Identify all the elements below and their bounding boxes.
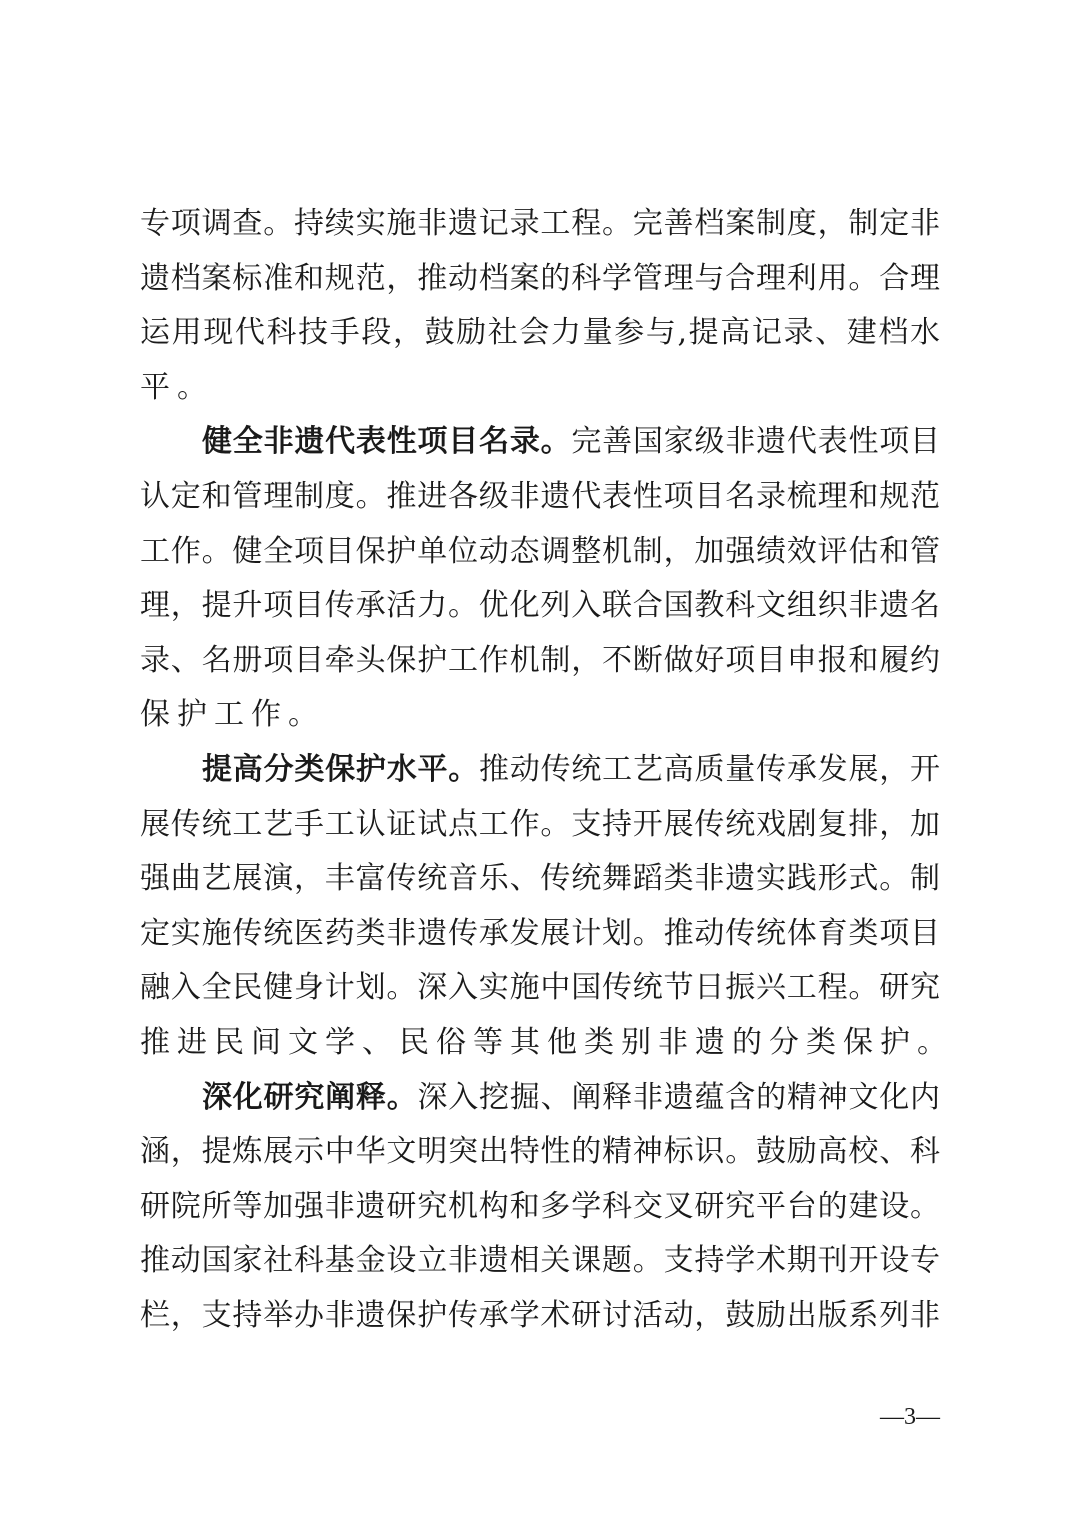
page-number: —3— [880,1404,940,1430]
line-text: 涵，提炼展示中华文明突出特性的精神标识。鼓励高校、科 [140,1134,940,1170]
text-line [140,907,940,962]
section-heading: 提高分类保护水平。 [202,751,480,787]
text-line [140,634,940,689]
line-text: 强曲艺展演，丰富传统音乐、传统舞蹈类非遗实践形式。制 [140,861,940,897]
line-text: 理，提升项目传承活力。优化列入联合国教科文组织非遗名 [140,588,940,624]
line-text: 展传统工艺手工认证试点工作。支持开展传统戏剧复排，加 [140,806,940,842]
text-line [140,852,940,907]
line-text: 认定和管理制度。推进各级非遗代表性项目名录梳理和规范 [140,478,940,514]
section-heading: 深化研究阐释。 [202,1079,418,1115]
line-text: 研院所等加强非遗研究机构和多学科交叉研究平台的建设。 [140,1188,940,1224]
document-body [140,197,954,1343]
line-text: 栏，支持举办非遗保护传承学术研讨活动，鼓励出版系列非 [140,1297,940,1333]
line-text: 推进民间文学、民俗等其他类别非遗的分类保护。 [140,1024,954,1060]
line-text: 工作。健全项目保护单位动态调整机制，加强绩效评估和管 [140,533,940,569]
text-line [140,252,940,307]
line-text: 完善国家级非遗代表性项目 [571,424,941,460]
text-line [140,525,940,580]
paragraph-start-line [140,743,940,798]
section-heading: 健全非遗代表性项目名录。 [202,424,572,460]
line-text: 推动传统工艺高质量传承发展，开 [479,751,941,787]
text-line [140,1289,940,1344]
text-line [140,470,940,525]
line-text: 平。 [140,369,214,405]
text-line [140,361,940,416]
line-text: 运用现代科技手段，鼓励社会力量参与,提高记录、建档水 [140,315,940,351]
text-line [140,1125,940,1180]
line-text: 推动国家社科基金设立非遗相关课题。支持学术期刊开设专 [140,1243,940,1279]
line-text: 专项调查。持续实施非遗记录工程。完善档案制度，制定非 [140,206,940,241]
text-line [140,1180,940,1235]
line-text: 深入挖掘、阐释非遗蕴含的精神文化内 [417,1079,941,1115]
line-text: 遗档案标准和规范，推动档案的科学管理与合理利用。合理 [140,260,940,296]
text-line [140,197,940,252]
text-line [140,1234,940,1289]
text-line [140,1016,954,1071]
line-text: 定实施传统医药类非遗传承发展计划。推动传统体育类项目 [140,915,940,951]
text-line [140,579,940,634]
text-line [140,688,940,743]
line-text: 录、名册项目牵头保护工作机制，不断做好项目申报和履约 [140,642,940,678]
paragraph-start-line [140,1071,940,1126]
text-line [140,961,940,1016]
line-text: 融入全民健身计划。深入实施中国传统节日振兴工程。研究 [140,970,940,1006]
line-text: 保护工作。 [140,697,325,733]
text-line [140,798,940,853]
text-line [140,306,940,361]
paragraph-start-line [140,415,940,470]
